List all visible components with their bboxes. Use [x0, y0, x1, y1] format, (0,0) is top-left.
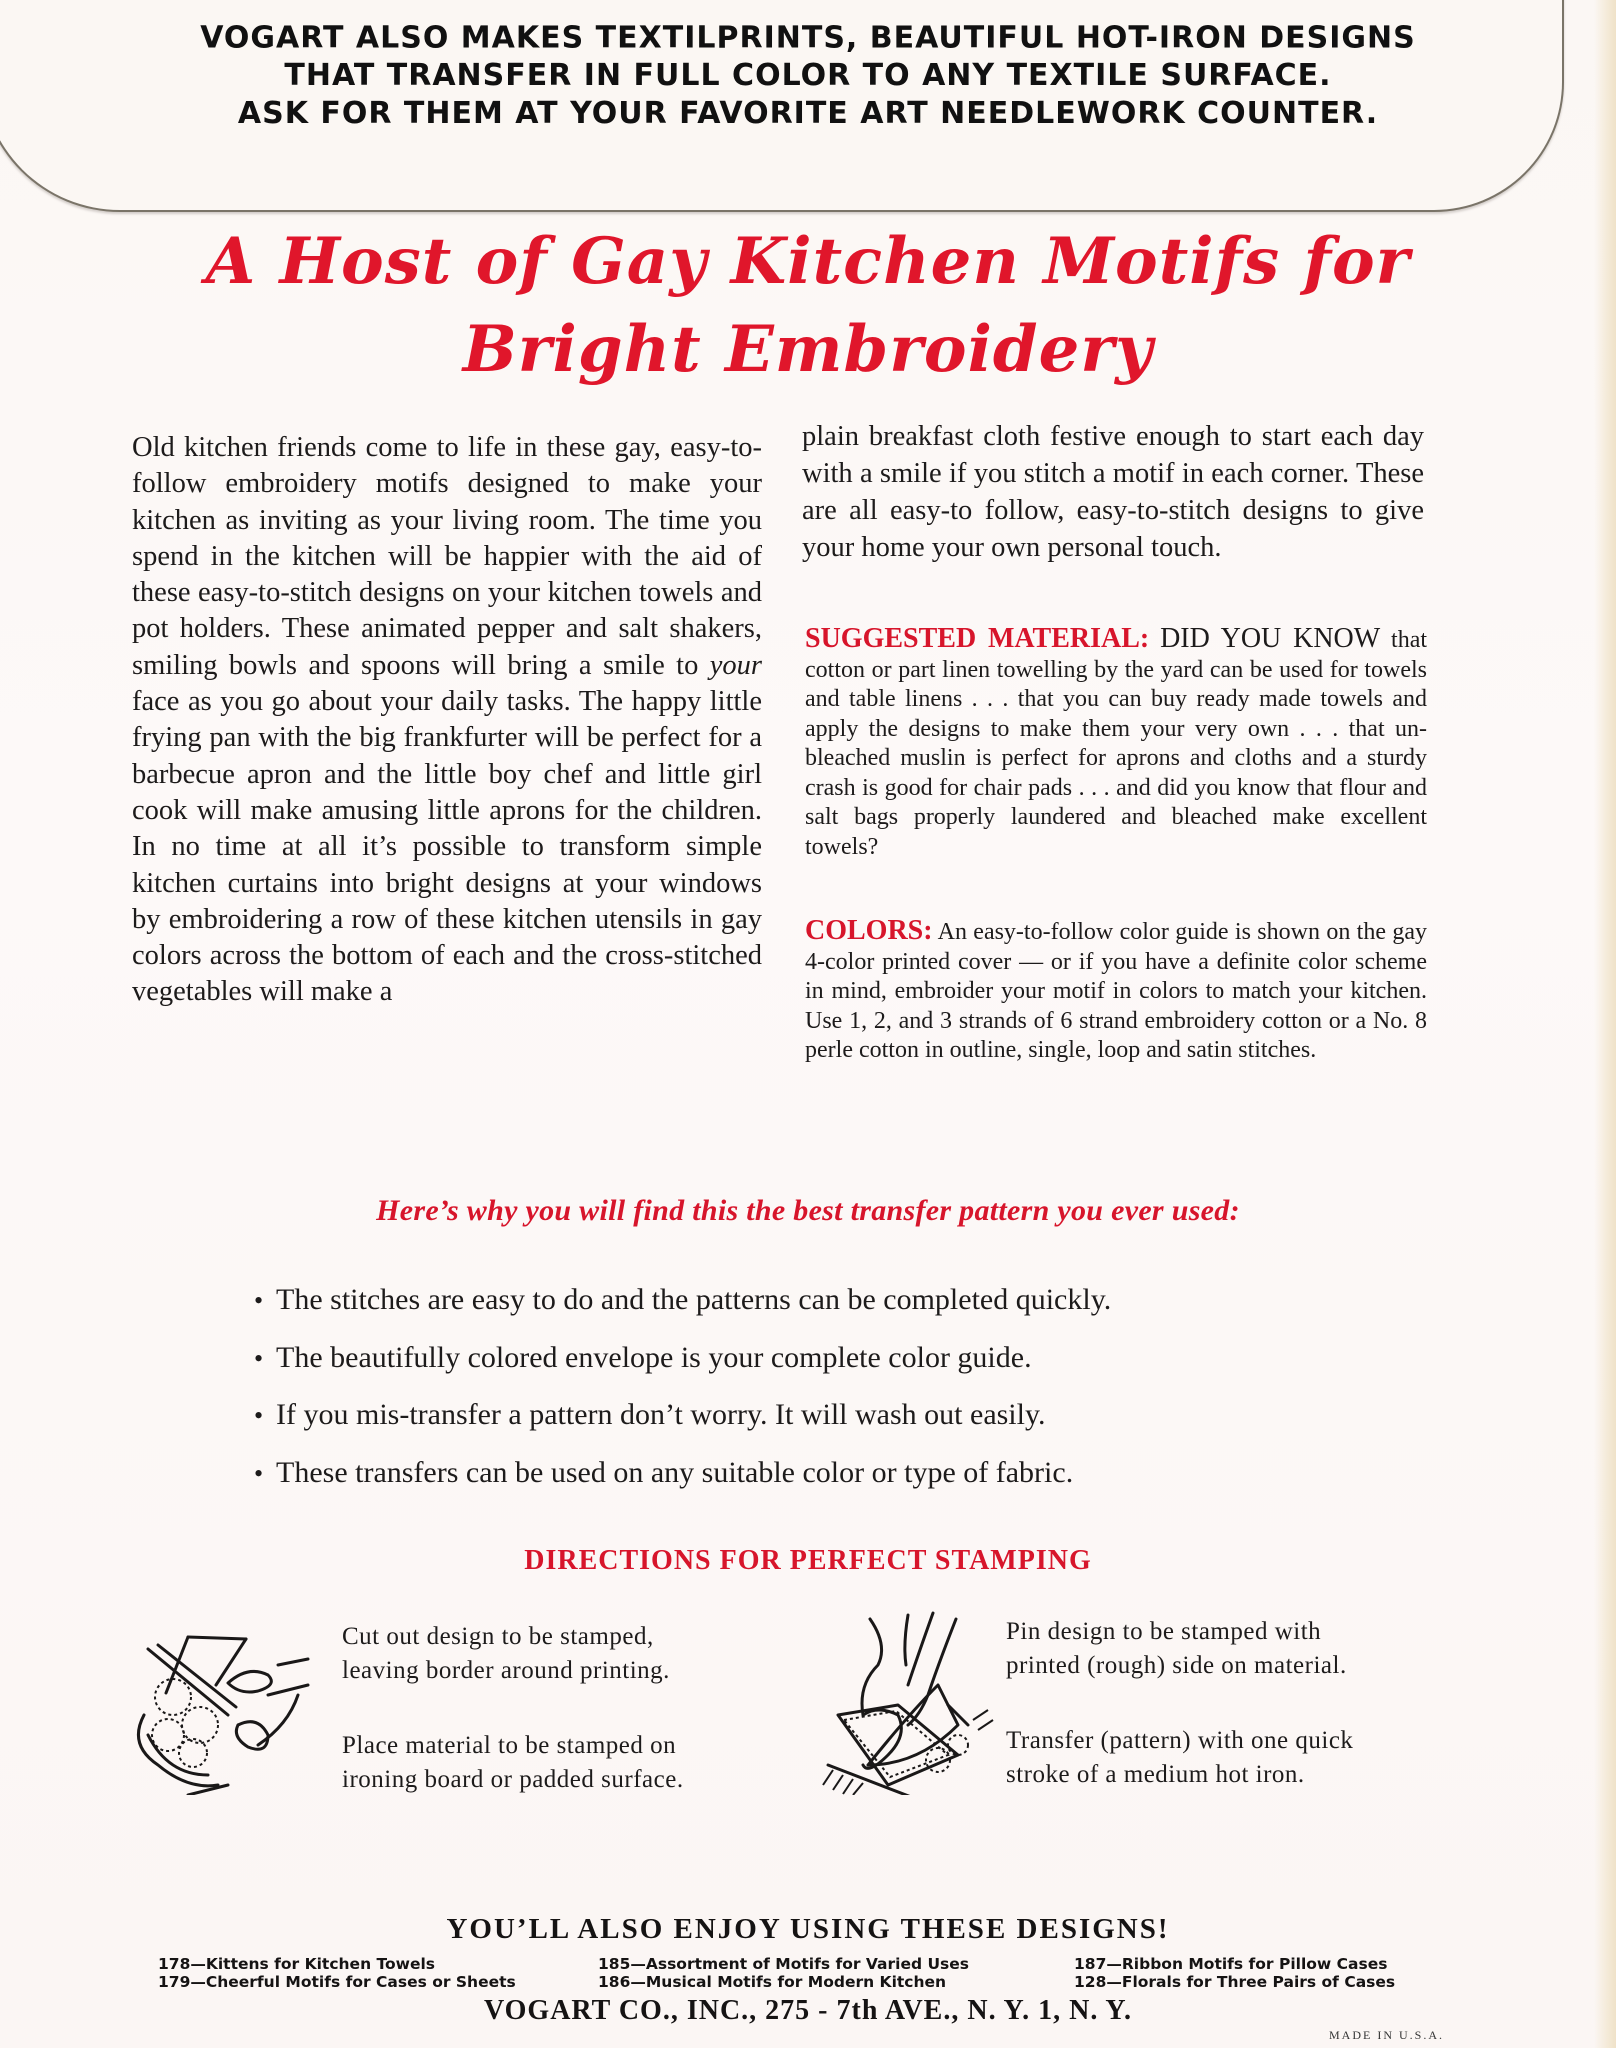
- flap-line: THAT TRANSFER IN FULL COLOR TO ANY TEXTILE SURFACE.: [284, 57, 1332, 94]
- colors-section: [805, 916, 1427, 1066]
- benefit-item: [254, 1330, 1404, 1388]
- step-text: printed (rough) side on material.: [1006, 1652, 1347, 1679]
- intro-text: face as you go about your daily tasks. The happy little frying pan with the big frankfurter will be perfect for a barbecue apron and the little boy chef and little girl cook will make amusing little aprons for the children. In no time at all it’s possible to transform simple kitchen curtains into bright designs at your windows by embroidering a row of these kitchen utensils in gay colors across the bottom of each and the cross-stitched vegetables will make a: [132, 686, 762, 1008]
- suggested-material-text: that cotton or part linen towelling by the yard can be used for towels and table linens . . . that you can buy ready made towels and apply the designs to make them your very own . . . that unbleached muslin is perfect for aprons and cloths and a sturdy crash is good for chair pads . . . and did you know that flour and salt bags properly laundered and bleached make excellent towels?: [805, 627, 1428, 860]
- step-text: Cut out design to be stamped,: [342, 1623, 654, 1650]
- suggested-material-label: SUGGESTED MATERIAL:: [805, 623, 1150, 654]
- benefit-item: [254, 1387, 1404, 1445]
- scissors-cutting-illustration: [128, 1625, 328, 1795]
- colors-text: An easy-to-follow color guide is shown on the gay 4-color printed cover — or if you have a definite color scheme in mind, embroider your motif in colors to match your kitchen. Use 1, 2, and 3 strands of 6 strand embroidery cotton or a No. 8 perle cotton in outline, single, loop and satin stitches.: [805, 919, 1427, 1063]
- colors-label: COLORS:: [805, 915, 933, 946]
- benefit-item: [254, 1445, 1404, 1503]
- benefit-text: The beautifully colored envelope is your complete color guide.: [276, 1340, 1032, 1374]
- design-item: 185—Assortment of Motifs for Varied Uses: [598, 1955, 970, 1973]
- benefit-text: These transfers can be used on any suitable color or type of fabric.: [276, 1455, 1074, 1489]
- company-address: VOGART CO., INC., 275 - 7th AVE., N. Y. 1, N. Y.: [483, 1995, 1133, 2026]
- page-title: [0, 218, 1616, 394]
- title-line-1: A Host of Gay Kitchen Motifs for: [205, 224, 1411, 299]
- designs-column: [158, 1955, 516, 1991]
- designs-column: [598, 1955, 969, 1991]
- step-text: stroke of a medium hot iron.: [1006, 1761, 1305, 1788]
- bullet-icon: •: [254, 1401, 264, 1430]
- made-in-label: MADE IN U.S.A.: [1329, 2028, 1444, 2042]
- direction-step-3: [1006, 1615, 1347, 1683]
- suggested-material-section: [805, 624, 1427, 862]
- bullet-icon: •: [254, 1458, 264, 1488]
- suggested-material-paragraph: [805, 624, 1427, 862]
- intro-emphasis: your: [709, 649, 762, 681]
- direction-step-1: [342, 1620, 670, 1688]
- step-text: ironing board or padded surface.: [342, 1766, 684, 1793]
- flap-notice: [0, 19, 1616, 132]
- designs-column: [1074, 1955, 1395, 1991]
- step-text: Transfer (pattern) with one quick: [1006, 1727, 1354, 1754]
- iron-transfer-illustration: [808, 1605, 1008, 1795]
- intro-paragraph: [132, 430, 762, 1011]
- benefits-list: [254, 1272, 1404, 1502]
- title-line-2: Bright Embroidery: [462, 312, 1154, 387]
- bullet-icon: •: [254, 1343, 264, 1373]
- step-text: Place material to be stamped on: [342, 1732, 677, 1759]
- flap-line: VOGART ALSO MAKES TEXTILPRINTS, BEAUTIFUL HOT-IRON DESIGNS: [200, 19, 1416, 56]
- benefit-item: [254, 1272, 1404, 1330]
- intro-continued: plain breakfast cloth festive enough to start each day with a smile if you stitch a motif in each corner. These are all easy-to follow, easy-to-stitch designs to give your home your own personal touch.: [802, 421, 1424, 563]
- design-item: 187—Ribbon Motifs for Pillow Cases: [1074, 1955, 1388, 1973]
- design-item: 179—Cheerful Motifs for Cases or Sheets: [158, 1973, 516, 1991]
- directions-heading: DIRECTIONS FOR PERFECT STAMPING: [524, 1545, 1092, 1576]
- bullet-icon: •: [254, 1286, 264, 1315]
- benefit-text: If you mis-transfer a pattern don’t worry. It will wash out easily.: [276, 1398, 1046, 1431]
- benefit-text: The stitches are easy to do and the patterns can be completed quickly.: [276, 1283, 1112, 1316]
- intro-column-right: [802, 418, 1424, 566]
- suggested-material-lead: DID YOU KNOW: [1160, 623, 1381, 654]
- step-text: Pin design to be stamped with: [1006, 1618, 1322, 1645]
- also-enjoy-heading: YOU’LL ALSO ENJOY USING THESE DESIGNS!: [446, 1913, 1170, 1945]
- step-text: leaving border around printing.: [342, 1657, 670, 1684]
- direction-step-4: [1006, 1724, 1353, 1792]
- design-item: 178—Kittens for Kitchen Towels: [158, 1955, 436, 1973]
- flap-line: ASK FOR THEM AT YOUR FAVORITE ART NEEDLEWORK COUNTER.: [237, 95, 1379, 132]
- design-item: 186—Musical Motifs for Modern Kitchen: [598, 1973, 947, 1991]
- intro-column-left: [132, 430, 762, 1011]
- intro-text: Old kitchen friends come to life in these gay, easy-to-follow embroidery motifs designed to make your kitchen as inviting as your living room. The time you spend in the kitchen will be happier with the aid of these easy-to-stitch designs on your kitchen towels and pot holders. These animated pepper and salt shakers, smiling bowls and spoons will bring a smile to: [132, 432, 762, 681]
- direction-step-2: [342, 1729, 684, 1797]
- design-item: 128—Florals for Three Pairs of Cases: [1074, 1973, 1396, 1991]
- why-heading: Here’s why you will find this the best transfer pattern you ever used:: [376, 1194, 1240, 1227]
- colors-paragraph: [805, 916, 1427, 1066]
